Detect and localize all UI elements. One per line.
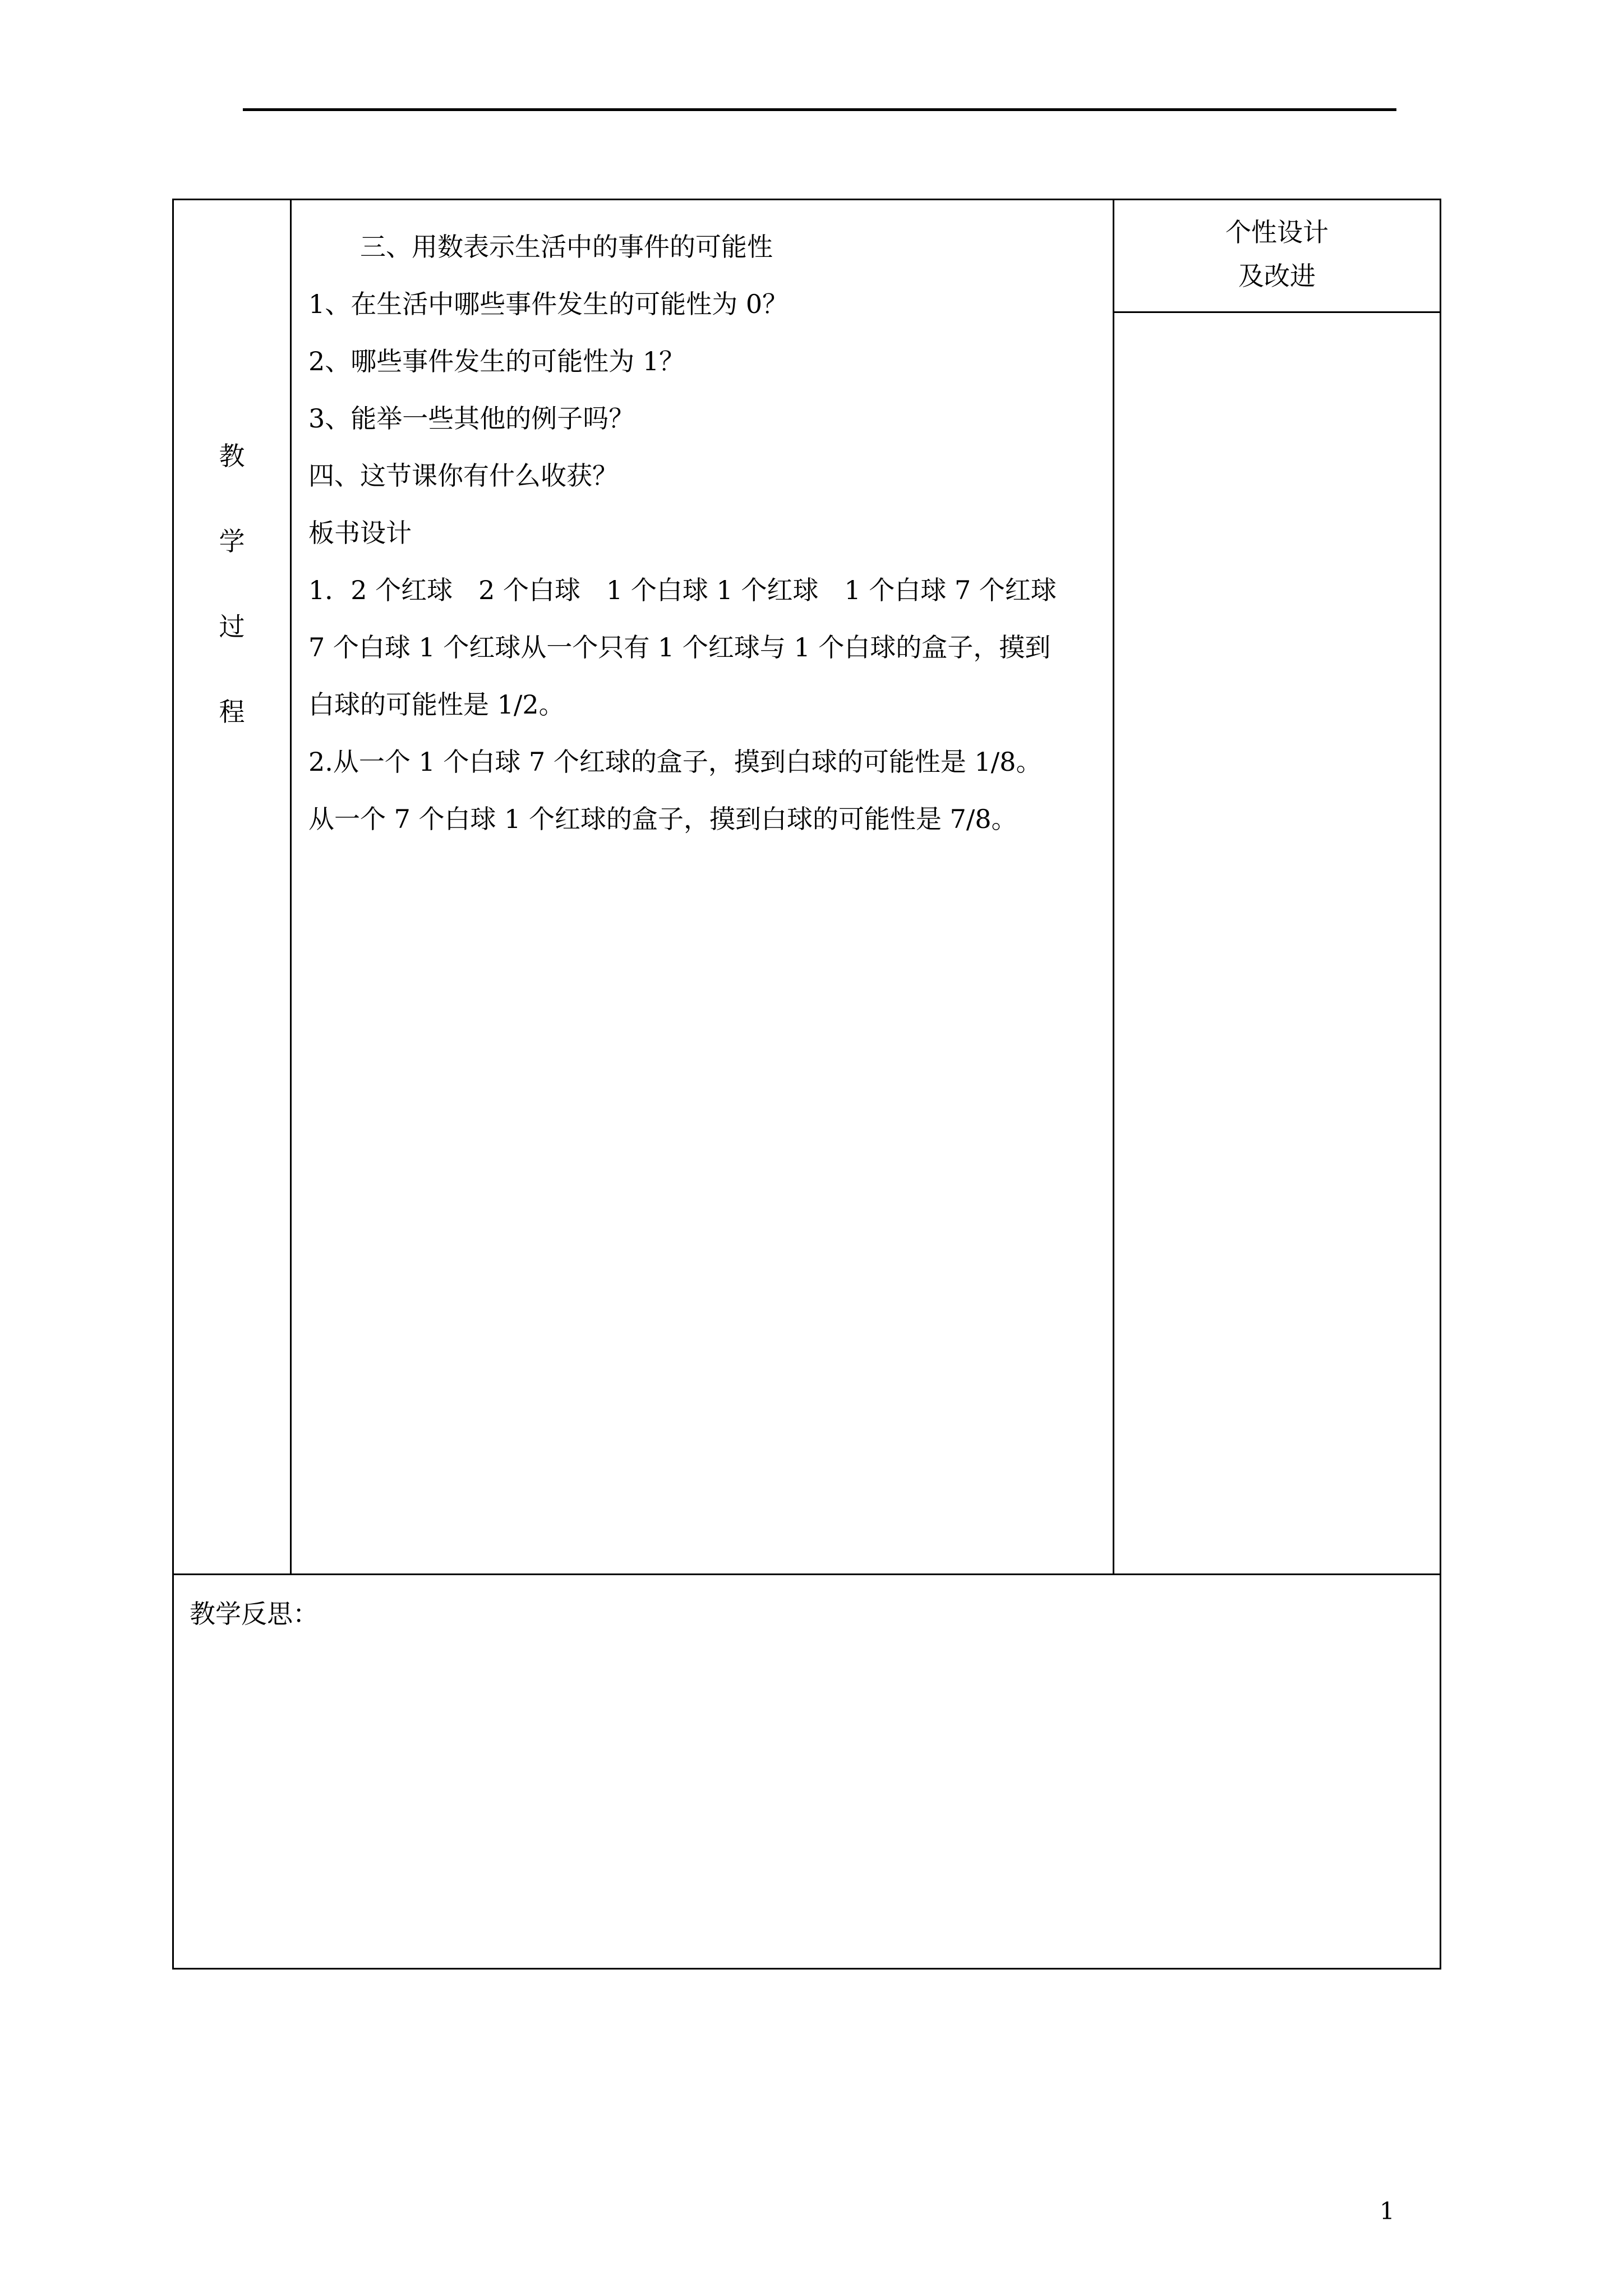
content-line: 3、能举一些其他的例子吗？ xyxy=(308,403,635,434)
section-label-char: 学 xyxy=(219,526,245,556)
content-line: 1．2 个红球 2 个白球 1 个白球 1 个红球 1 个白球 7 个红球 xyxy=(308,575,1057,605)
content-line: 2、哪些事件发生的可能性为 1？ xyxy=(308,346,685,376)
teaching-content-cell xyxy=(292,200,1114,1573)
content-line: 白球的可能性是 1/2。 xyxy=(308,689,565,720)
content-heading: 三、用数表示生活中的事件的可能性 xyxy=(360,232,773,262)
personal-design-title: 个性设计 xyxy=(1225,217,1329,247)
section-label-cell xyxy=(174,200,292,1573)
section-label-char: 程 xyxy=(219,697,245,727)
header-rule xyxy=(243,108,1396,111)
page-number: 1 xyxy=(1380,2197,1395,2225)
teaching-reflection-row xyxy=(174,1573,1440,1968)
section-label xyxy=(174,413,290,754)
content-line: 2.从一个 1 个白球 7 个红球的盒子，摸到白球的可能性是 1/8。 xyxy=(308,747,1042,777)
content-line: 从一个 7 个白球 1 个红球的盒子，摸到白球的可能性是 7/8。 xyxy=(308,804,1017,834)
section-label-char: 教 xyxy=(219,441,245,471)
teaching-content xyxy=(308,218,1105,848)
content-line: 1、在生活中哪些事件发生的可能性为 0？ xyxy=(308,289,789,319)
content-line: 7 个白球 1 个红球从一个只有 1 个红球与 1 个白球的盒子，摸到 xyxy=(308,632,1051,662)
content-line: 四、这节课你有什么收获？ xyxy=(308,461,618,491)
teaching-reflection-label: 教学反思： xyxy=(190,1599,319,1629)
personal-design-header xyxy=(1114,200,1440,313)
section-label-char: 过 xyxy=(219,611,245,642)
lesson-plan-table xyxy=(172,199,1441,1970)
blackboard-design-heading: 板书设计 xyxy=(308,518,412,548)
personal-design-column xyxy=(1114,200,1440,1573)
personal-design-subtitle: 及改进 xyxy=(1238,261,1316,291)
